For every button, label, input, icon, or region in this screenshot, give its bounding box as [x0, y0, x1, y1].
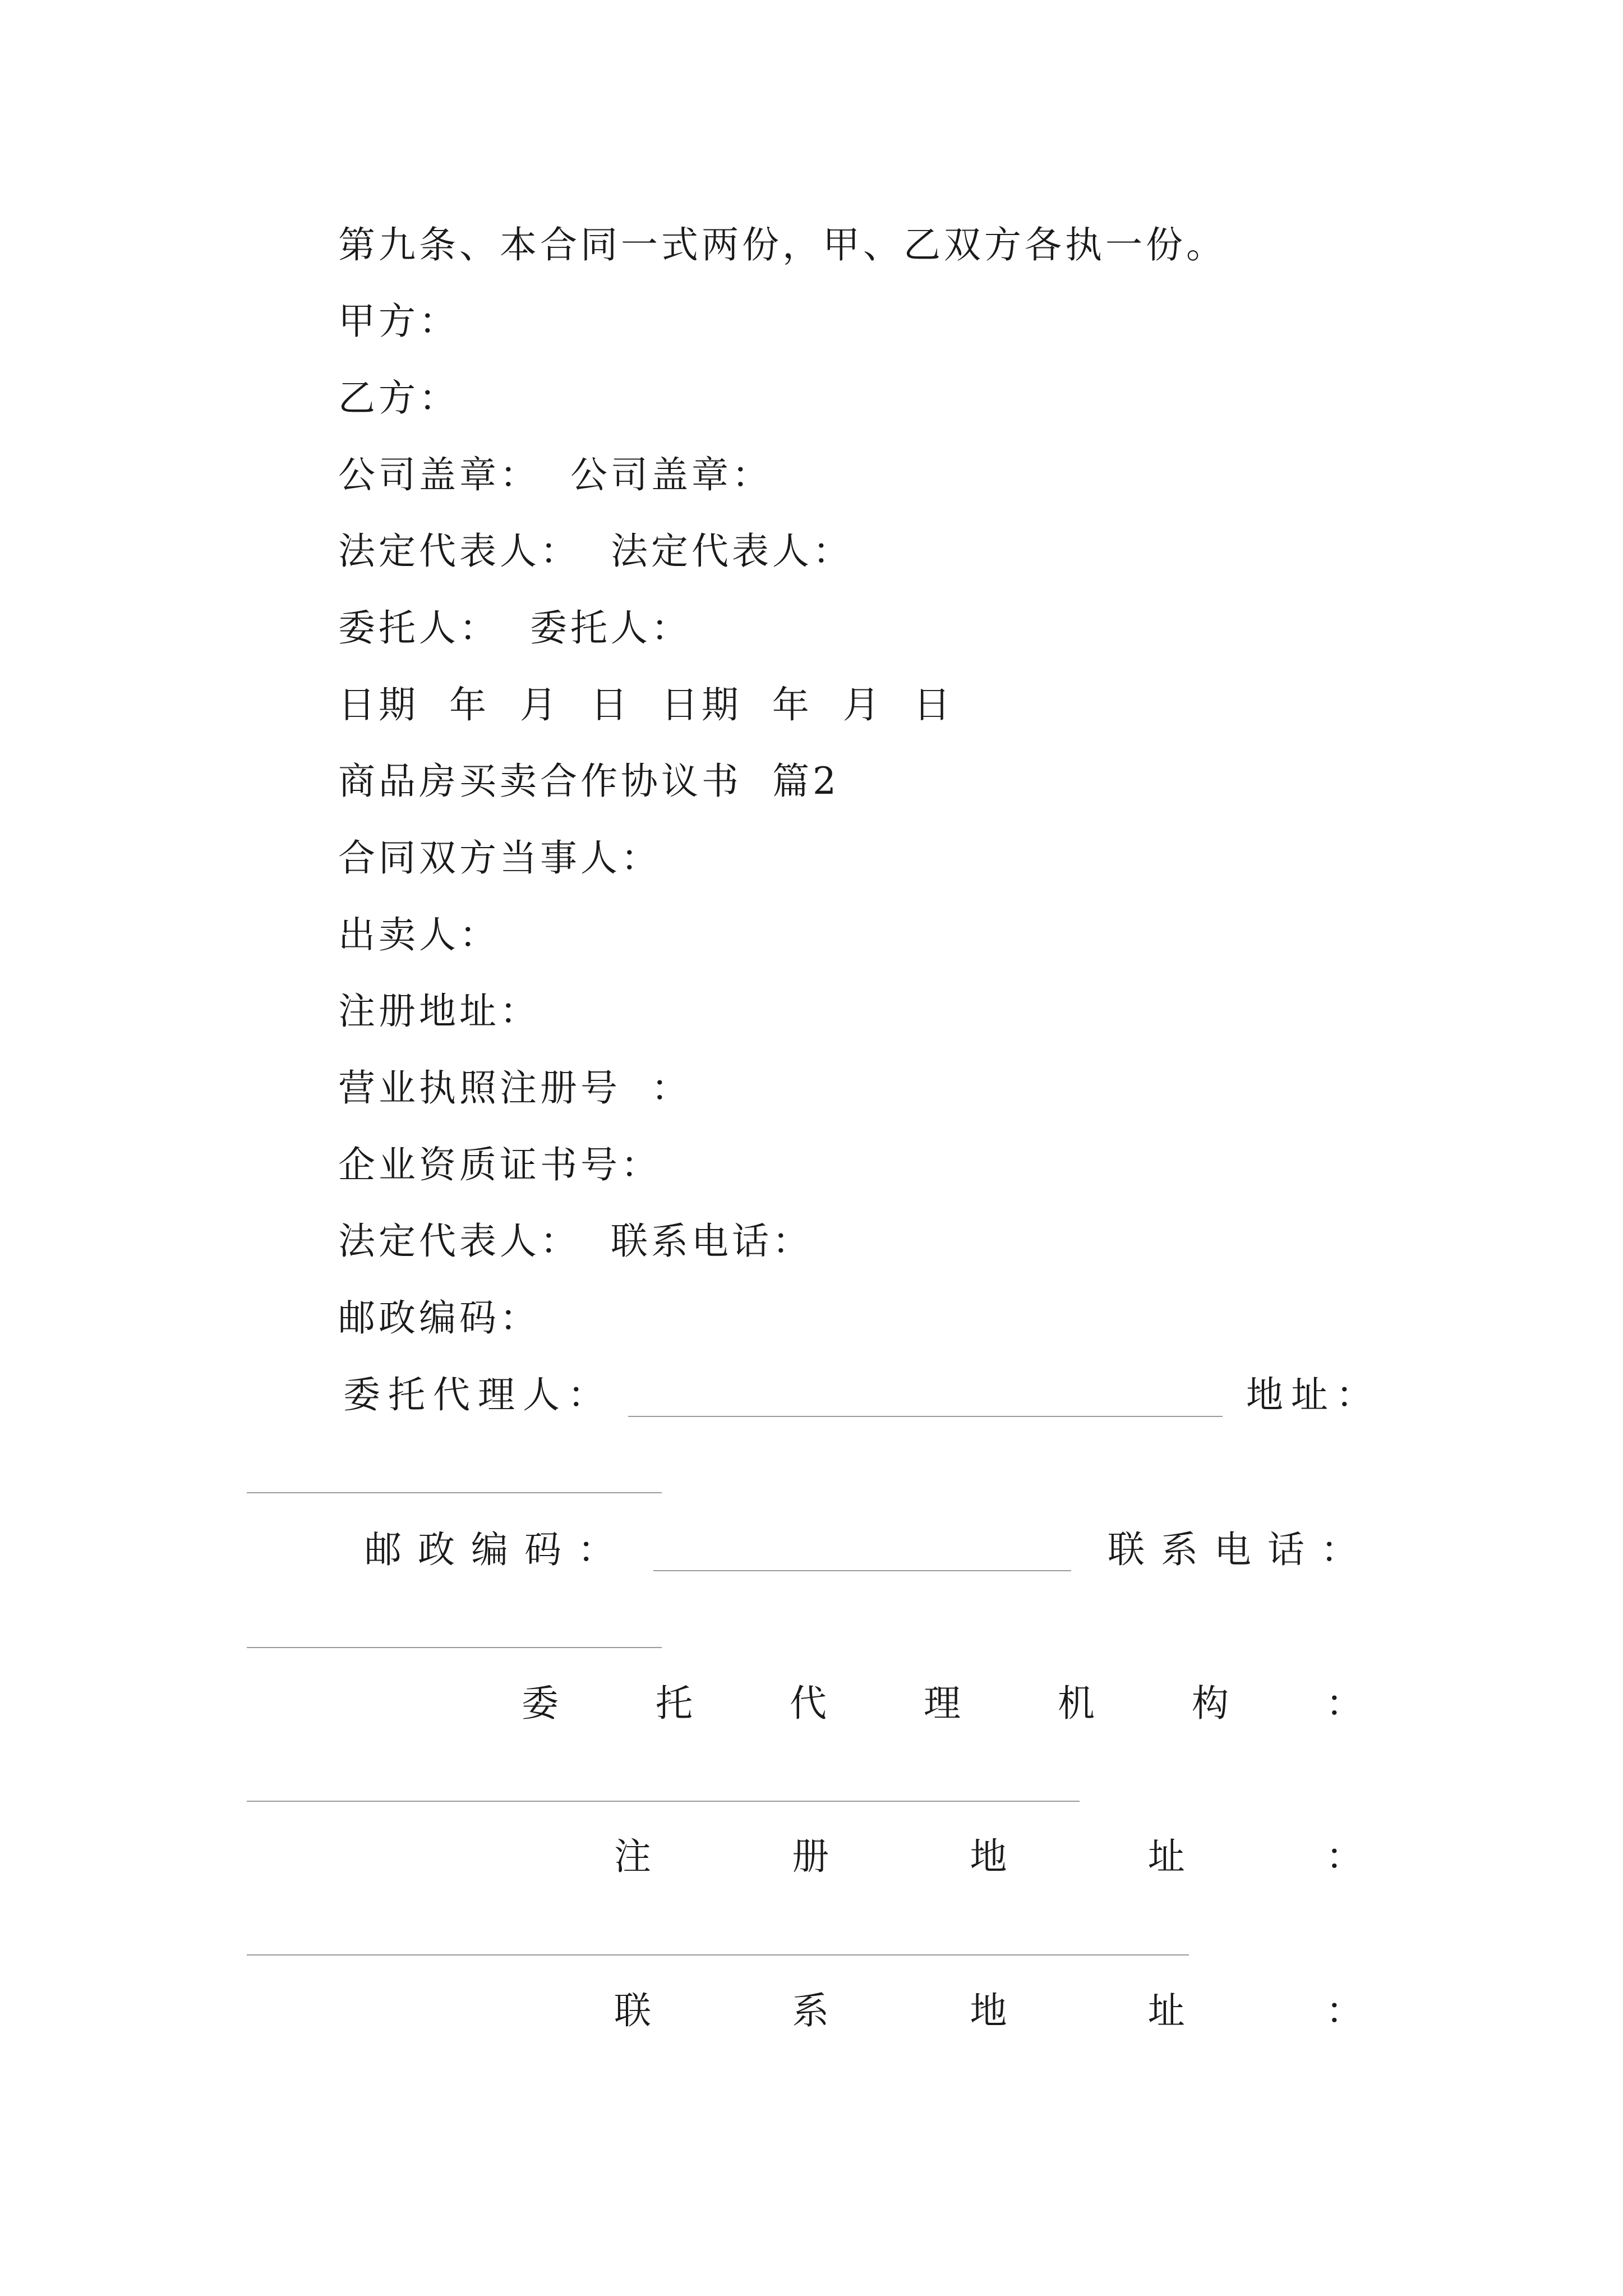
contact-address-char: ：	[1326, 1989, 1363, 2032]
contact-address-char: 系	[792, 1989, 829, 2032]
agency-contact-address-label	[614, 1986, 1363, 2036]
agency-char: 理	[924, 1682, 961, 1725]
reg-address-char: 册	[792, 1835, 829, 1878]
clause-nine-text: 第九条、本合同一式两份，甲、乙双方各执一份。	[338, 223, 1227, 266]
seller-label: 出卖人：	[338, 913, 500, 956]
reg-address-char: ：	[1326, 1835, 1363, 1878]
contact-address-char: 联	[614, 1989, 651, 2032]
contact-address-char: 地	[970, 1989, 1007, 2032]
business-license-label: 营业执照注册号 ：	[338, 1066, 691, 1110]
legal-rep-phone-line: 法定代表人： 联系电话：	[338, 1220, 813, 1263]
agency-registered-address-label	[614, 1832, 1363, 1882]
agent-postal-label: 邮 政 编 码 ：	[365, 1528, 617, 1571]
date-line: 日期 年 月 日 日期 年 月 日	[338, 683, 954, 726]
agency-underline	[247, 1801, 1080, 1802]
agency-label	[522, 1678, 1363, 1729]
parties-heading: 合同双方当事人：	[338, 836, 661, 880]
agency-char: 托	[656, 1682, 693, 1725]
section-title: 商品房买卖合作协议书 篇2	[338, 760, 840, 803]
agency-char: 构	[1192, 1682, 1229, 1725]
reg-address-underline	[247, 1954, 1189, 1955]
legal-representative-line: 法定代表人： 法定代表人：	[338, 530, 853, 573]
agency-char: 代	[790, 1682, 827, 1725]
party-a-label: 甲方：	[338, 300, 459, 343]
agent-underline	[628, 1416, 1223, 1417]
registered-address-label: 注册地址：	[338, 990, 540, 1033]
company-seal-line: 公司盖章： 公司盖章：	[338, 453, 772, 496]
agent-phone-underline	[247, 1647, 662, 1648]
agency-char: 机	[1058, 1682, 1095, 1725]
principal-line: 委托人： 委托人：	[338, 606, 691, 650]
reg-address-char: 注	[614, 1835, 651, 1878]
agent-phone-label: 联 系 电 话 ：	[1108, 1528, 1360, 1571]
postal-code-label: 邮政编码：	[338, 1296, 540, 1340]
address-underline	[247, 1492, 662, 1493]
address-label: 地址：	[1246, 1373, 1381, 1416]
agent-label: 委托代理人：	[343, 1373, 612, 1416]
reg-address-char: 址	[1147, 1835, 1185, 1878]
agency-char: ：	[1326, 1682, 1363, 1725]
agency-char: 委	[522, 1682, 559, 1725]
agent-postal-underline	[653, 1570, 1071, 1571]
party-b-label: 乙方：	[338, 376, 459, 420]
contact-address-char: 址	[1147, 1989, 1185, 2032]
reg-address-char: 地	[970, 1835, 1007, 1878]
qualification-cert-label: 企业资质证书号：	[338, 1143, 661, 1186]
